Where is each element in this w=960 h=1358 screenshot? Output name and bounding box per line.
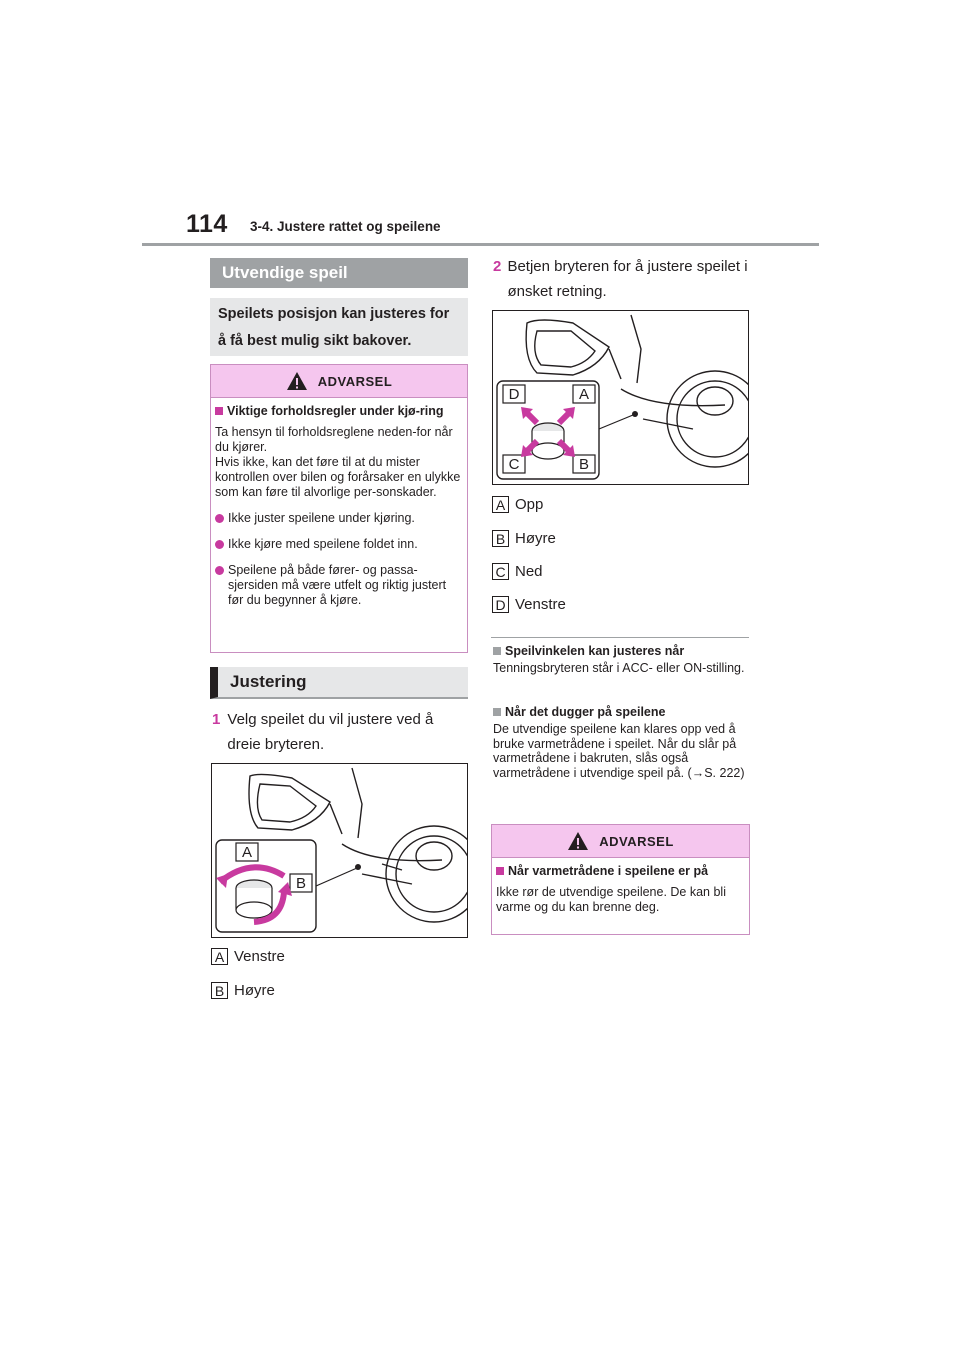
warning-text: Hvis ikke, kan det føre til at du mister kontrollen over bilen og forårsaker en ulykke som kan føre til alvorlige per-sonskader.	[215, 455, 461, 499]
page-number: 114	[186, 210, 228, 238]
warning-label: ADVARSEL	[317, 373, 393, 389]
square-bullet-icon	[493, 708, 501, 716]
warning-subheading: Viktige forholdsregler under kjø-ring	[227, 404, 444, 418]
section-title-utvendige-speil: Utvendige speil	[210, 258, 468, 288]
notes-divider	[491, 637, 749, 638]
figure-mirror-adjust-switch	[492, 310, 749, 485]
legend-text: Høyre	[515, 530, 556, 547]
warning-subheading: Når varmetrådene i speilene er på	[508, 864, 709, 878]
square-bullet-icon	[493, 647, 501, 655]
section-intro: Speilets posisjon kan justeres for å få best mulig sikt bakover.	[210, 298, 468, 356]
warning-triangle-icon	[567, 831, 589, 851]
legend-text: Venstre	[515, 596, 566, 613]
figure-label-b: B	[295, 875, 307, 892]
figure-label-a: A	[241, 844, 253, 861]
legend-text: Venstre	[234, 948, 285, 965]
square-bullet-icon	[496, 867, 504, 875]
legend-item	[492, 596, 566, 613]
warning-label: ADVARSEL	[599, 833, 674, 849]
legend-item	[492, 530, 556, 547]
legend-key: D	[492, 596, 509, 613]
note-block	[493, 644, 749, 676]
step-number: 2	[493, 258, 502, 275]
step-2	[493, 254, 749, 304]
legend-item	[492, 563, 543, 580]
warning-header	[211, 365, 467, 398]
note-text: De utvendige speilene kan klares opp ved å bruke varmetrådene i speilet. Når du slår på varmetrådene i bakruten, slås også varmetrådene i utvendige speil på. (→S. 222)	[493, 722, 745, 780]
legend-text: Høyre	[234, 982, 275, 999]
warning-triangle-icon	[286, 371, 308, 391]
figure-label-c: C	[508, 456, 520, 473]
figure-mirror-select-switch	[211, 763, 468, 938]
figure-label-d: D	[508, 386, 520, 403]
note-block	[493, 705, 749, 780]
note-text: Tenningsbryteren står i ACC- eller ON-stilling.	[493, 661, 745, 675]
chapter-title: 3-4. Justere rattet og speilene	[250, 219, 441, 234]
warning-header	[492, 825, 749, 858]
square-bullet-icon	[215, 407, 223, 415]
step-1	[212, 707, 468, 757]
step-text: Betjen bryteren for å justere speilet i ønsket retning.	[507, 258, 748, 300]
legend-item	[211, 982, 275, 999]
legend-item	[492, 496, 543, 513]
section-title-justering: Justering	[210, 667, 468, 699]
mirror-adjust-illustration	[493, 311, 748, 484]
bullet-icon	[215, 514, 224, 523]
legend-key: C	[492, 563, 509, 580]
warning-bullet: Speilene på både fører- og passa-sjersiden må være utfelt og riktig justert før du begynner å kjøre.	[228, 563, 447, 607]
legend-key: B	[492, 530, 509, 547]
legend-key: B	[211, 982, 228, 999]
legend-text: Ned	[515, 563, 543, 580]
warning-text: Ikke rør de utvendige speilene. De kan bli varme og du kan brenne deg.	[496, 885, 726, 914]
legend-item	[211, 948, 285, 965]
bullet-icon	[215, 540, 224, 549]
note-title: Når det dugger på speilene	[505, 705, 666, 719]
warning-text: Ta hensyn til forholdsreglene neden-for når du kjører.	[215, 425, 453, 454]
mirror-switch-illustration	[212, 764, 467, 937]
warning-box	[491, 824, 750, 935]
figure-label-b: B	[578, 456, 590, 473]
header-rule	[142, 243, 819, 246]
legend-text: Opp	[515, 496, 544, 513]
legend-key: A	[211, 948, 228, 965]
note-title: Speilvinkelen kan justeres når	[505, 644, 685, 658]
figure-label-a: A	[578, 386, 590, 403]
bullet-icon	[215, 566, 224, 575]
step-number: 1	[212, 711, 221, 728]
step-text: Velg speilet du vil justere ved å dreie bryteren.	[227, 711, 434, 753]
warning-bullet: Ikke kjøre med speilene foldet inn.	[228, 537, 418, 551]
warning-bullet: Ikke juster speilene under kjøring.	[228, 511, 415, 525]
legend-key: A	[492, 496, 509, 513]
warning-box	[210, 364, 468, 653]
